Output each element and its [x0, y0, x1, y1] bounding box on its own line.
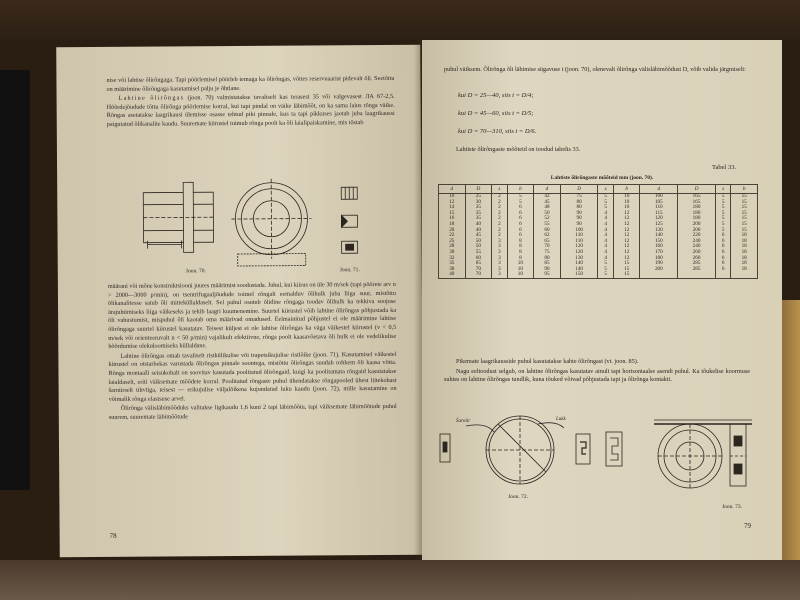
- background-top: [0, 0, 800, 40]
- formula-1: kui D = 25—40, siis t = D/4;: [458, 92, 534, 99]
- figure-70-caption: Joon. 70.: [185, 268, 206, 275]
- table-cell: 2: [492, 194, 507, 200]
- table-cell: 10: [613, 205, 640, 211]
- right-top-text: [444, 66, 750, 76]
- table-cell: 4: [598, 256, 613, 262]
- table-cell: 4: [598, 239, 613, 245]
- right-page: [422, 40, 782, 560]
- table-cell: 10: [507, 267, 534, 273]
- table-cell: 110: [640, 205, 678, 211]
- table-cell: 70: [465, 272, 492, 278]
- table-cell: 42: [534, 194, 561, 200]
- paragraph-valisladimoot: Õlirõnga välisläbimõõduks valitakse ligikaudu 1,6 kuni 2 tapi läbimõõtu, tapi väiksemate läbimõõtude puhul suurem, suuremate läbimõõtude: [108, 403, 397, 421]
- table-title: Lahtiste õlirõngaste mõõteid mm (joon. 70).: [550, 175, 654, 181]
- table-cell: 35: [465, 211, 492, 217]
- table-cell: 4: [598, 228, 613, 234]
- table-cell: 190: [640, 261, 678, 267]
- table-cell: 10: [507, 272, 534, 278]
- table-label: Tabel 33.: [712, 164, 737, 171]
- table-header-cell: s: [598, 185, 613, 194]
- figure-70-drawing: [141, 173, 322, 274]
- table-cell: 6: [507, 233, 534, 239]
- paragraph-lahtine: [107, 93, 395, 129]
- table-cell: 40: [439, 272, 466, 278]
- table-cell: 15: [613, 267, 640, 273]
- table-cell: 25: [439, 239, 466, 245]
- table-cell: 55: [465, 250, 492, 256]
- figure-72-caption: Joon. 72.: [508, 494, 529, 500]
- table-cell: 3: [492, 244, 507, 250]
- left-page: [56, 45, 424, 558]
- table-cell: 6: [507, 205, 534, 211]
- table-cell: 285: [678, 261, 716, 267]
- table-cell: 3: [492, 239, 507, 245]
- table-cell: 50: [534, 211, 561, 217]
- table-cell: 12: [613, 211, 640, 217]
- table-cell: 5: [507, 194, 534, 200]
- table-cell: 6: [507, 228, 534, 234]
- table-cell: [731, 272, 758, 278]
- table-cell: 165: [678, 194, 716, 200]
- table-cell: 15: [613, 272, 640, 278]
- table-cell: 120: [640, 216, 678, 222]
- table-cell: 5: [715, 222, 730, 228]
- table-cell: 80: [560, 200, 598, 206]
- table-cell: 90: [560, 222, 598, 228]
- table-cell: 80: [560, 205, 598, 211]
- table-cell: 5: [598, 272, 613, 278]
- table-cell: 4: [598, 216, 613, 222]
- table-cell: 3: [492, 272, 507, 278]
- table-cell: 45: [534, 200, 561, 206]
- table-cell: 12: [439, 200, 466, 206]
- table-header-cell: b: [613, 185, 640, 194]
- paragraph-kiirus: määrani või mõne konstruktsiooni juures määrimist soodustada. Juhul, kui kiirus on üle 30 m/sek (tapi pöörete arv n > 2000—3000 p/min), on tsentrifugaaljõudude toimel rõngalt eemalduv õlihulk juba liiga suur, mistõttu õlikanalitesse satub õli mitteküllaldaselt. Sel puhul osutub õlidine rõngaga toodav õlihulk ka tekkiva soojuse ärajuhtimiseks liiga väikeseks ja tekib laagri kuumenemine. Suurtel kiirustel võib lahtine õlirõngas põhjustada ka õli vahustumist, mispuhul õli kaotab oma määrivad omadused. Eelmainitud põhjustel ei ole määrimine lahtise õlirõngaga suurtel kiirustel kasutatav. Teisest küljest ei ole lahtise õlirõngas ka väga väikestel kiirustel (v < 0,5 m/sek või orienteeruvalt n < 50 p/min) vajalikult efektiivne, rõnga poolt kaasavõetava õli hulk ei ole vedelikulise hõõrdumise olekuloomiseks küllaldane.: [107, 280, 397, 351]
- table-cell: 4: [598, 222, 613, 228]
- table-cell: 130: [560, 256, 598, 262]
- table-header-cell: D: [465, 185, 492, 194]
- table-cell: 170: [640, 250, 678, 256]
- table-cell: 18: [731, 267, 758, 273]
- table-cell: 70: [534, 244, 561, 250]
- table-cell: 8: [507, 239, 534, 245]
- table-cell: 120: [560, 244, 598, 250]
- formula-3: kui D = 70—310, siis t = D/6.: [458, 128, 537, 135]
- table-cell: 18: [731, 261, 758, 267]
- table-header-cell: b: [507, 185, 534, 194]
- table-cell: 2: [492, 216, 507, 222]
- paragraph-sugavus: puhul väiksem. Õlirõnga õli läbimise sügavuse t (joon. 70), olenevalt õlirõnga välisläbimõõdust D, võib valida järgmiselt:: [444, 66, 746, 73]
- table-cell: 130: [640, 228, 678, 234]
- table-cell: 8: [507, 244, 534, 250]
- table-cell: 12: [613, 228, 640, 234]
- left-top-text: [106, 75, 394, 131]
- table-cell: 2: [492, 222, 507, 228]
- table-cell: 10: [507, 261, 534, 267]
- table-cell: 55: [534, 222, 561, 228]
- table-cell: 5: [598, 267, 613, 273]
- table-cell: 50: [465, 244, 492, 250]
- table-cell: 2: [492, 228, 507, 234]
- table-cell: 15: [731, 194, 758, 200]
- table-header-cell: d: [439, 185, 466, 194]
- table-cell: 48: [534, 205, 561, 211]
- table-cell: 12: [613, 250, 640, 256]
- table-cell: 8: [507, 256, 534, 262]
- table-cell: 35: [465, 216, 492, 222]
- table-cell: 38: [439, 267, 466, 273]
- table-header-cell: b: [731, 185, 758, 194]
- figure-71-caption: Joon. 71.: [339, 267, 360, 274]
- table-cell: 5: [598, 205, 613, 211]
- table-cell: 80: [534, 256, 561, 262]
- table-header-row: [439, 185, 758, 194]
- table-cell: 3: [492, 267, 507, 273]
- table-cell: 165: [678, 200, 716, 206]
- table-cell: 2: [492, 200, 507, 206]
- table-cell: 5: [715, 194, 730, 200]
- background-right-shelf: [780, 300, 800, 560]
- paragraph-ristloige: Lahtine õlirõngas omab tavaliselt ristkülikulise või trapetsikujulise ristlõike (joon. 71). Kasutamisel väikestel kiirustel on otstarbekas varustada õlirõngas pinnale soontega, mistõttu õlirõngas suudab rohkem õli kaasa võtta. Rõnga montaaži seisukohalt on soovitav kasutada poolitatud õlirõngaid, kuigi ka poolitamata rõngaid kasutatakse laialdaselt, eriti väiksemate mõõdete korral. Poolitatud rõngaste puhul ühendatakse rõngapooled ühest liitekohast šarniirselt tihvtiga, teisest — erikujulise väljalõikena kujundatud luku kaudu (joon. 72), mille kasutamine on võimalik rõnga elastsuse arvel.: [108, 350, 397, 403]
- table-cell: 5: [715, 200, 730, 206]
- table-cell: 2: [492, 211, 507, 217]
- background-floor: [0, 560, 800, 600]
- open-book: [58, 40, 782, 560]
- table-cell: 15: [731, 211, 758, 217]
- table-cell: 40: [465, 228, 492, 234]
- table-cell: 6: [507, 216, 534, 222]
- table-cell: 18: [731, 244, 758, 250]
- paragraph-horisontaalne: Nagu eeltoodust selgub, on lahtine õlirõngas kasutatav ainult tapi horisontaalse asendi puhul. Ka tõukelise koormuse suhtes on lahtine õlirõngas tundlik, kuna tõuked võivad põhjustada tapi ja õlirõnga kontakti.: [444, 367, 750, 384]
- table-cell: 4: [598, 244, 613, 250]
- figure-73-caption: Joon. 73.: [722, 504, 743, 510]
- table-cell: 30: [465, 200, 492, 206]
- table-cell: 5: [715, 211, 730, 217]
- table-cell: 85: [534, 261, 561, 267]
- table-cell: 200: [640, 267, 678, 273]
- table-cell: 12: [613, 244, 640, 250]
- table-cell: 5: [598, 200, 613, 206]
- table-cell: 12: [613, 216, 640, 222]
- table-cell: 125: [640, 222, 678, 228]
- table-header-cell: d: [640, 185, 678, 194]
- table-cell: 10: [613, 200, 640, 206]
- table-cell: 12: [613, 256, 640, 262]
- right-table-ref: [444, 146, 750, 156]
- table-cell: 180: [678, 216, 716, 222]
- table-cell: 52: [534, 216, 561, 222]
- table-cell: 240: [678, 239, 716, 245]
- table-cell: 14: [439, 205, 466, 211]
- table-cell: 5: [598, 194, 613, 200]
- table-cell: 10: [439, 194, 466, 200]
- table-body: [439, 194, 758, 279]
- table-cell: 18: [731, 256, 758, 262]
- table-cell: 6: [715, 261, 730, 267]
- table-cell: 12: [613, 233, 640, 239]
- table-cell: 100: [640, 194, 678, 200]
- table-cell: 150: [560, 272, 598, 278]
- table-cell: [678, 272, 716, 278]
- paragraph-kaks-olirongast: Pikemate laagrikausside puhul kasutatakse kahte õlirõngast (vt. joon. 85).: [456, 358, 639, 365]
- table-cell: 6: [715, 267, 730, 273]
- table-cell: [715, 272, 730, 278]
- table-cell: 10: [613, 194, 640, 200]
- table-cell: 15: [613, 261, 640, 267]
- table-cell: 60: [534, 228, 561, 234]
- table-cell: 3: [492, 250, 507, 256]
- table-cell: 15: [731, 205, 758, 211]
- table-header-cell: s: [715, 185, 730, 194]
- table-33-grid: [438, 184, 758, 279]
- table-cell: 32: [439, 256, 466, 262]
- table-cell: 62: [534, 233, 561, 239]
- paragraph-lahtine-body: (joon. 70) valmistatakse tavaliselt kas terasest 35 või valgevasest ЛА 67-2,5. Hõõrdejõudude tõttu õlirõnga pöörlemise korral, kui tapi pindal on väike läbimõõt, on ka sama laius rõnga väike. Rõngas asetatakse laagrikausi ülemisse osasse tehtud piki pinnale, kus ta tapi pikkuses jaotab juba laagrikaussi paigutatud õlikanalite kaudu. Suuremate kiirustel tuimub rõnga poolt ka õli laialipaiskamine, mis tõstab: [106, 93, 395, 128]
- table-cell: 150: [640, 239, 678, 245]
- table-cell: 25: [465, 194, 492, 200]
- term-lahtine-olirongas: Lahtine õlirõngas: [118, 94, 185, 103]
- table-cell: 30: [439, 250, 466, 256]
- table-cell: 120: [560, 250, 598, 256]
- table-cell: 285: [678, 267, 716, 273]
- table-cell: 200: [678, 222, 716, 228]
- page-number-right: 79: [744, 522, 751, 530]
- table-cell: 22: [439, 233, 466, 239]
- right-lower-text: [444, 358, 750, 386]
- table-cell: 8: [507, 250, 534, 256]
- table-cell: 15: [439, 211, 466, 217]
- table-cell: 115: [640, 211, 678, 217]
- table-cell: 12: [613, 222, 640, 228]
- background-left-book: [0, 70, 30, 490]
- table-cell: 6: [507, 222, 534, 228]
- table-cell: 16: [439, 216, 466, 222]
- table-cell: 6: [715, 233, 730, 239]
- table-cell: 4: [598, 233, 613, 239]
- table-cell: 105: [640, 200, 678, 206]
- table-cell: 2: [492, 233, 507, 239]
- left-middle-text: [108, 281, 397, 424]
- table-header-cell: D: [678, 185, 716, 194]
- table-cell: 90: [560, 211, 598, 217]
- table-cell: 200: [678, 228, 716, 234]
- table-cell: 70: [465, 267, 492, 273]
- table-33: [438, 184, 758, 279]
- table-cell: 240: [678, 244, 716, 250]
- table-cell: 6: [715, 239, 730, 245]
- table-cell: 2: [492, 205, 507, 211]
- table-cell: 3: [492, 256, 507, 262]
- table-cell: 12: [613, 239, 640, 245]
- table-cell: 35: [439, 261, 466, 267]
- table-cell: 28: [439, 244, 466, 250]
- table-cell: 110: [560, 239, 598, 245]
- figure-72-label-sarniir: Šarniir: [456, 419, 471, 424]
- table-cell: 15: [731, 228, 758, 234]
- figure-73-drawing: [648, 406, 758, 506]
- table-cell: 260: [678, 256, 716, 262]
- table-cell: 15: [731, 200, 758, 206]
- table-cell: 5: [507, 200, 534, 206]
- table-cell: 18: [731, 239, 758, 245]
- table-cell: 4: [598, 211, 613, 217]
- table-cell: 6: [715, 256, 730, 262]
- figure-72-drawing: [436, 412, 636, 492]
- table-cell: 65: [465, 261, 492, 267]
- page-number-left: 78: [109, 531, 117, 540]
- table-cell: 75: [534, 250, 561, 256]
- table-header-cell: D: [560, 185, 598, 194]
- table-cell: 4: [598, 250, 613, 256]
- table-cell: 140: [560, 267, 598, 273]
- table-cell: 5: [715, 216, 730, 222]
- table-header-cell: d: [534, 185, 561, 194]
- table-cell: 15: [731, 222, 758, 228]
- table-cell: 180: [678, 205, 716, 211]
- table-cell: 95: [534, 272, 561, 278]
- table-cell: 15: [731, 216, 758, 222]
- table-cell: 140: [560, 261, 598, 267]
- table-cell: 65: [534, 239, 561, 245]
- paragraph-intro: nise või lahtise õlirõngaga. Tapi pöörlemisel pöörleb temaga ka õlirõngas, võttes reservuaarist pidevalt õli. Seetõttu on määrimine õlirõngaga kasutamisel palju je õhtlane.: [106, 74, 395, 93]
- table-cell: 100: [560, 228, 598, 234]
- table-header-cell: s: [492, 185, 507, 194]
- table-cell: 140: [640, 233, 678, 239]
- table-cell: 35: [465, 205, 492, 211]
- table-cell: 45: [465, 233, 492, 239]
- table-cell: 180: [640, 256, 678, 262]
- table-cell: 18: [439, 222, 466, 228]
- table-cell: 6: [715, 244, 730, 250]
- formula-2: kui D = 45—60, siis t = D/5;: [458, 110, 534, 117]
- figure-72-label-lukk: Lukk: [556, 417, 566, 422]
- table-cell: 6: [715, 250, 730, 256]
- table-cell: 110: [560, 233, 598, 239]
- table-cell: 5: [715, 205, 730, 211]
- table-cell: 3: [492, 261, 507, 267]
- paragraph-table-ref: Lahtiste õlirõngaste mõõteid on toodud tabelis 33.: [456, 146, 581, 153]
- table-cell: 260: [678, 250, 716, 256]
- table-row: [439, 272, 758, 278]
- table-cell: 20: [439, 228, 466, 234]
- table-cell: [640, 272, 678, 278]
- table-cell: 90: [534, 267, 561, 273]
- table-cell: 75: [560, 194, 598, 200]
- table-cell: 90: [560, 216, 598, 222]
- table-cell: 5: [715, 228, 730, 234]
- table-cell: 18: [731, 233, 758, 239]
- table-cell: 5: [598, 261, 613, 267]
- table-cell: 220: [678, 233, 716, 239]
- table-cell: 160: [640, 244, 678, 250]
- table-cell: 6: [507, 211, 534, 217]
- table-cell: 40: [465, 222, 492, 228]
- table-cell: 60: [465, 256, 492, 262]
- table-cell: 50: [465, 239, 492, 245]
- table-cell: 18: [731, 250, 758, 256]
- table-cell: 180: [678, 211, 716, 217]
